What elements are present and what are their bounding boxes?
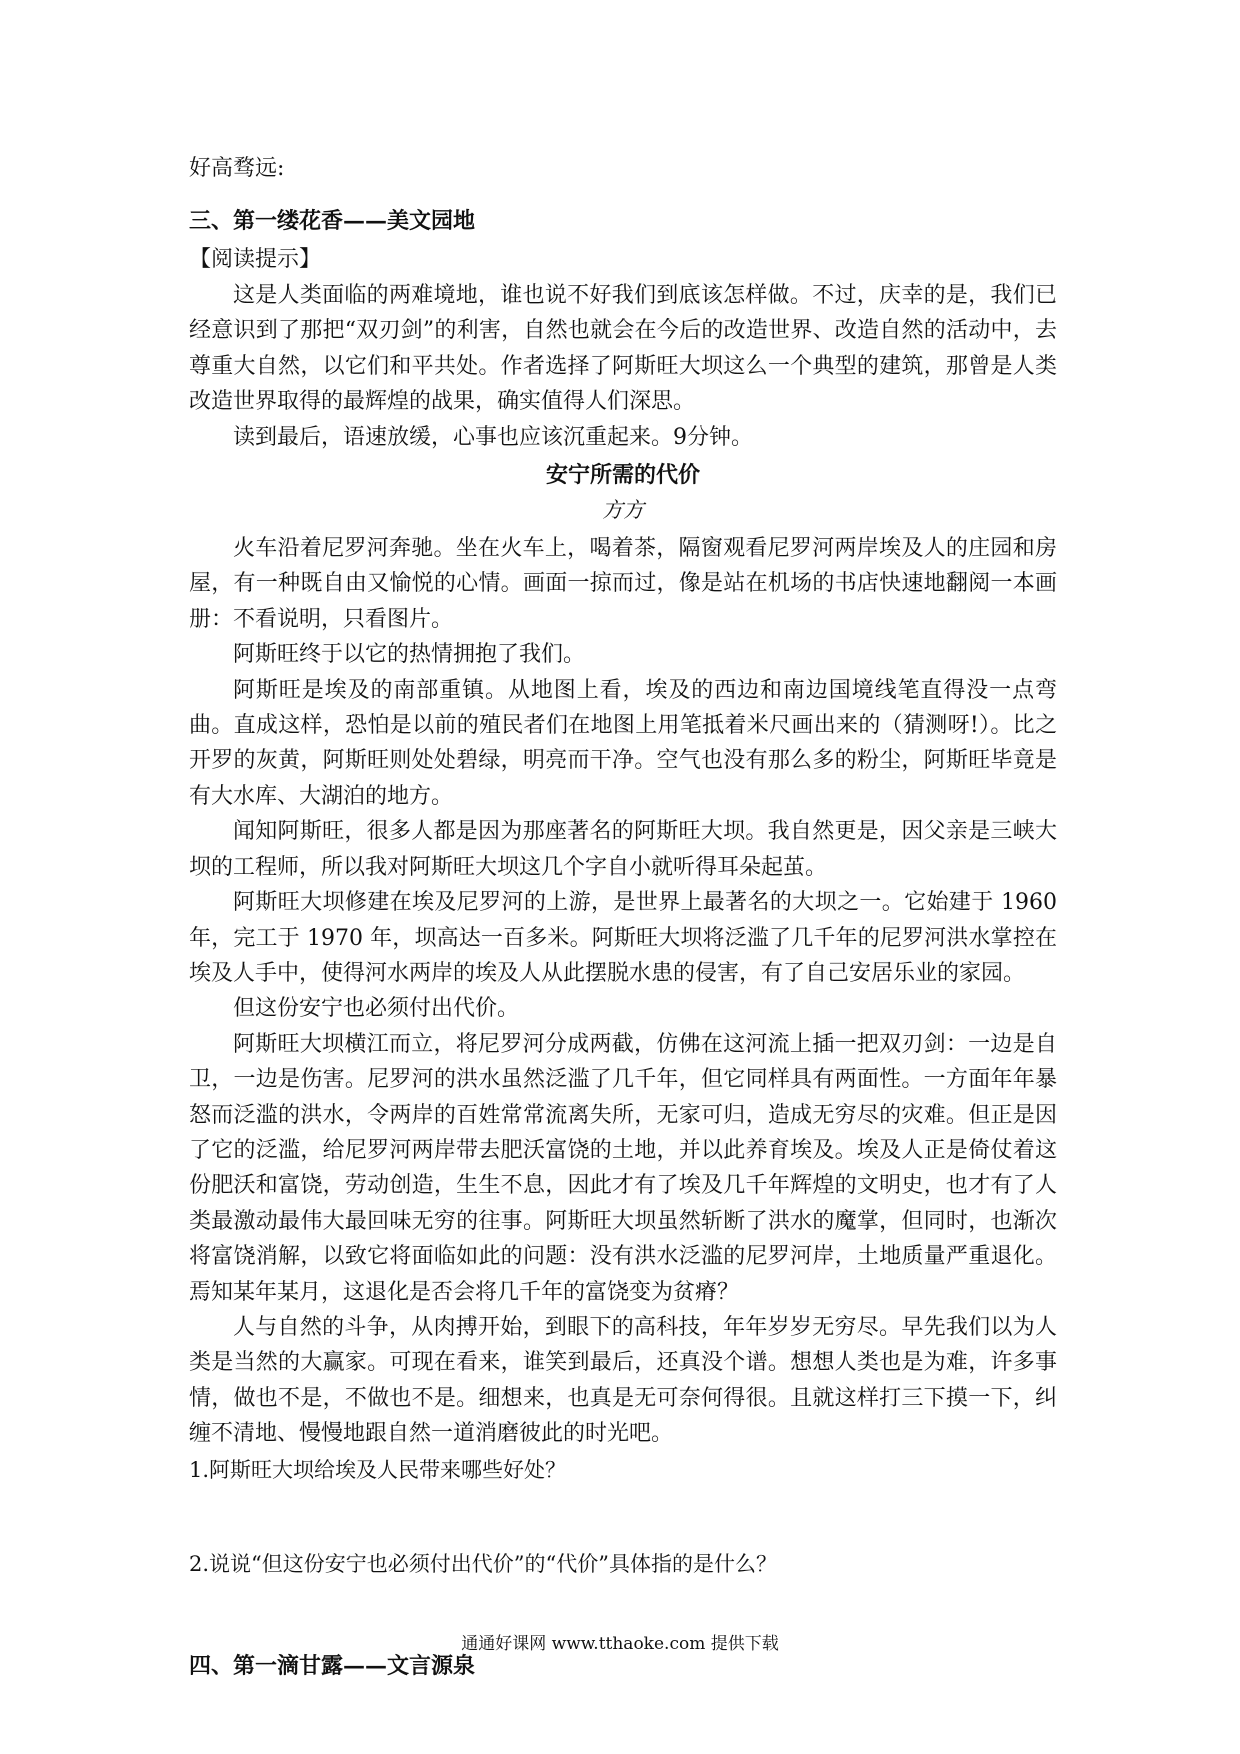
section-4-heading: 四、第一滴甘露——文言源泉 <box>189 1652 476 1679</box>
reading-tip-label: 【阅读提示】 <box>189 247 322 272</box>
essay-paragraph: 阿斯旺大坝横江而立，将尼罗河分成两截，仿佛在这河流上插一把双刃剑：一边是自卫，一边是伤害。尼罗河的洪水虽然泛滥了几千年，但它同样具有两面性。一方面年年暴怒而泛滥的洪水，令两岸的百姓常常流离失所，无家可归，造成无穷尽的灾难。但正是因了它的泛滥，给尼罗河两岸带去肥沃富饶的土地，并以此养育埃及。埃及人正是倚仗着这份肥沃和富饶，劳动创造，生生不息，因此才有了埃及几千年辉煌的文明史，也才有了人类最激动最伟大最回味无穷的往事。阿斯旺大坝虽然斩断了洪水的魔掌，但同时，也渐次将富饶消解，以致它将面临如此的问题：没有洪水泛滥的尼罗河岸，土地质量严重退化。焉知某年某月，这退化是否会将几千年的富饶变为贫瘠？ <box>189 1031 1057 1305</box>
reading-tip-paragraph: 读到最后，语速放缓，心事也应该沉重起来。9分钟。 <box>233 424 753 450</box>
essay-paragraph: 阿斯旺大坝修建在埃及尼罗河的上游，是世界上最著名的大坝之一。它始建于 1960 年，完工于 1970 年，坝高达一百多米。阿斯旺大坝将泛滥了几千年的尼罗河洪水掌控在埃及人手中，使得河水两岸的埃及人从此摆脱水患的侵害，有了自己安居乐业的家园。 <box>189 890 1057 986</box>
essay-author: 方方 <box>602 498 644 523</box>
section-3-heading: 三、第一缕花香——美文园地 <box>189 208 476 234</box>
page-footer: 通通好课网 www.tthaoke.com 提供下载 <box>461 1634 779 1654</box>
essay-paragraph: 火车沿着尼罗河奔驰。坐在火车上，喝着茶，隔窗观看尼罗河两岸埃及人的庄园和房屋，有一种既自由又愉悦的心情。画面一掠而过，像是站在机场的书店快速地翻阅一本画册：不看说明，只看图片。 <box>189 536 1057 632</box>
essay-paragraph: 阿斯旺终于以它的热情拥抱了我们。 <box>233 642 586 668</box>
reading-tip-paragraph: 这是人类面临的两难境地，谁也说不好我们到底该怎样做。不过，庆幸的是，我们已经意识到了那把“双刃剑”的利害，自然也就会在今后的改造世界、改造自然的活动中，去尊重大自然，以它们和平共处。作者选择了阿斯旺大坝这么一个典型的建筑，那曾是人类改造世界取得的最辉煌的战果，确实值得人们深思。 <box>189 283 1057 415</box>
essay-paragraph: 闻知阿斯旺，很多人都是因为那座著名的阿斯旺大坝。我自然更是，因父亲是三峡大坝的工程师，所以我对阿斯旺大坝这几个字自小就听得耳朵起茧。 <box>189 819 1057 880</box>
essay-paragraph: 阿斯旺是埃及的南部重镇。从地图上看，埃及的西边和南边国境线笔直得没一点弯曲。直成这样，恐怕是以前的殖民者们在地图上用笔抵着米尺画出来的（猜测呀!）。比之开罗的灰黄，阿斯旺则处处碧绿，明亮而干净。空气也没有那么多的粉尘，阿斯旺毕竟是有大水库、大湖泊的地方。 <box>189 677 1057 809</box>
essay-body <box>189 531 1057 1452</box>
question-1: 1.阿斯旺大坝给埃及人民带来哪些好处？ <box>189 1457 567 1482</box>
essay-paragraph: 人与自然的斗争，从肉搏开始，到眼下的高科技，年年岁岁无穷尽。早先我们以为人类是当然的大赢家。可现在看来，谁笑到最后，还真没个谱。想想人类也是为难，许多事情，做也不是，不做也不是。细想来，也真是无可奈何得很。且就这样打三下摸一下，纠缠不清地、慢慢地跟自然一道消磨彼此的时光吧。 <box>189 1314 1057 1447</box>
question-2: 2.说说“但这份安宁也必须付出代价”的“代价”具体指的是什么？ <box>189 1551 777 1576</box>
document-page <box>189 150 1057 1686</box>
essay-paragraph: 但这份安宁也必须付出代价。 <box>233 996 520 1022</box>
essay-title: 安宁所需的代价 <box>545 462 700 489</box>
lead-line: 好高骛远: <box>189 156 285 181</box>
